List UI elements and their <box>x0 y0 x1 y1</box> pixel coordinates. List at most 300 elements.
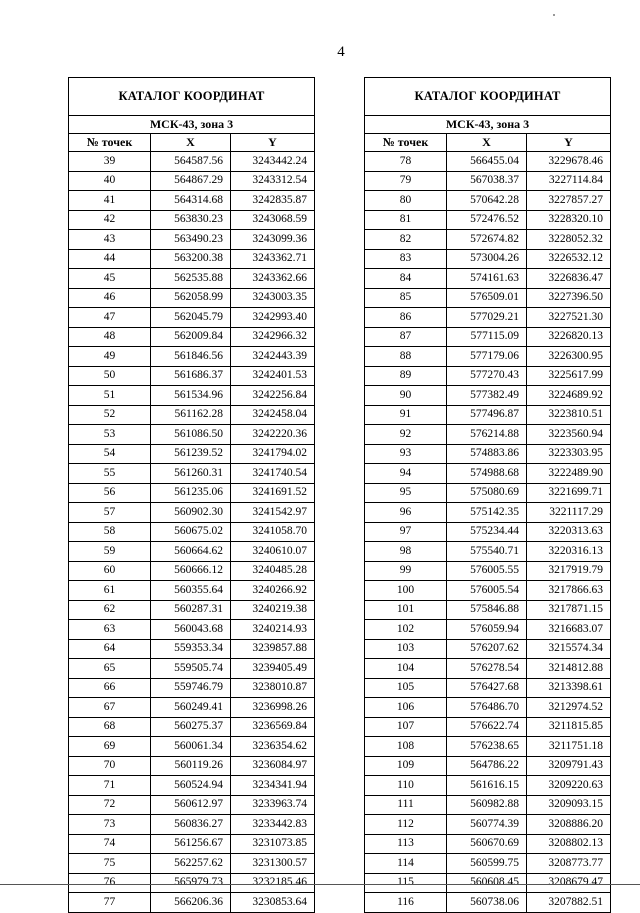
x-coordinate-cell: 576214.88 <box>447 425 527 445</box>
column-header-point-number: № точек <box>365 134 447 152</box>
point-number-cell: 94 <box>365 464 447 484</box>
y-coordinate-cell: 3217871.15 <box>527 600 611 620</box>
point-number-cell: 76 <box>69 873 151 893</box>
point-number-cell: 75 <box>69 854 151 874</box>
x-coordinate-cell: 559746.79 <box>151 678 231 698</box>
point-number-cell: 44 <box>69 249 151 269</box>
y-coordinate-cell: 3226836.47 <box>527 269 611 289</box>
table-row <box>365 561 611 581</box>
point-number-cell: 57 <box>69 503 151 523</box>
y-coordinate-cell: 3243068.59 <box>231 210 315 230</box>
point-number-cell: 92 <box>365 425 447 445</box>
column-header-y: Y <box>231 134 315 152</box>
point-number-cell: 72 <box>69 795 151 815</box>
table-row <box>69 347 315 367</box>
point-number-cell: 77 <box>69 893 151 913</box>
y-coordinate-cell: 3242458.04 <box>231 405 315 425</box>
table-row <box>69 269 315 289</box>
x-coordinate-cell: 564314.68 <box>151 191 231 211</box>
y-coordinate-cell: 3239405.49 <box>231 659 315 679</box>
table-row <box>365 522 611 542</box>
table-row <box>69 678 315 698</box>
table-row <box>365 795 611 815</box>
x-coordinate-cell: 575080.69 <box>447 483 527 503</box>
table-row <box>365 542 611 562</box>
table-row <box>365 347 611 367</box>
x-coordinate-cell: 560608.45 <box>447 873 527 893</box>
table-row <box>365 483 611 503</box>
x-coordinate-cell: 577029.21 <box>447 308 527 328</box>
y-coordinate-cell: 3241740.54 <box>231 464 315 484</box>
table-row <box>365 308 611 328</box>
x-coordinate-cell: 563200.38 <box>151 249 231 269</box>
x-coordinate-cell: 560061.34 <box>151 737 231 757</box>
point-number-cell: 54 <box>69 444 151 464</box>
point-number-cell: 98 <box>365 542 447 562</box>
x-coordinate-cell: 566206.36 <box>151 893 231 913</box>
table-row <box>365 230 611 250</box>
table-row <box>365 444 611 464</box>
point-number-cell: 49 <box>69 347 151 367</box>
y-coordinate-cell: 3236998.26 <box>231 698 315 718</box>
table-row <box>69 444 315 464</box>
x-coordinate-cell: 576486.70 <box>447 698 527 718</box>
x-coordinate-cell: 561239.52 <box>151 444 231 464</box>
point-number-cell: 91 <box>365 405 447 425</box>
x-coordinate-cell: 561256.67 <box>151 834 231 854</box>
x-coordinate-cell: 561235.06 <box>151 483 231 503</box>
point-number-cell: 106 <box>365 698 447 718</box>
table-row <box>69 737 315 757</box>
y-coordinate-cell: 3220313.63 <box>527 522 611 542</box>
y-coordinate-cell: 3243099.36 <box>231 230 315 250</box>
point-number-cell: 87 <box>365 327 447 347</box>
x-coordinate-cell: 572476.52 <box>447 210 527 230</box>
y-coordinate-cell: 3208802.13 <box>527 834 611 854</box>
y-coordinate-cell: 3220316.13 <box>527 542 611 562</box>
x-coordinate-cell: 575846.88 <box>447 600 527 620</box>
y-coordinate-cell: 3230853.64 <box>231 893 315 913</box>
table-row <box>69 191 315 211</box>
point-number-cell: 103 <box>365 639 447 659</box>
column-header-point-number: № точек <box>69 134 151 152</box>
y-coordinate-cell: 3207882.51 <box>527 893 611 913</box>
point-number-cell: 64 <box>69 639 151 659</box>
y-coordinate-cell: 3223303.95 <box>527 444 611 464</box>
table-row <box>365 659 611 679</box>
point-number-cell: 40 <box>69 171 151 191</box>
x-coordinate-cell: 576005.54 <box>447 581 527 601</box>
x-coordinate-cell: 577179.06 <box>447 347 527 367</box>
y-coordinate-cell: 3227857.27 <box>527 191 611 211</box>
y-coordinate-cell: 3216683.07 <box>527 620 611 640</box>
column-header-x: X <box>151 134 231 152</box>
table-row <box>69 464 315 484</box>
point-number-cell: 86 <box>365 308 447 328</box>
table-row <box>69 659 315 679</box>
y-coordinate-cell: 3240266.92 <box>231 581 315 601</box>
table-row <box>365 288 611 308</box>
point-number-cell: 101 <box>365 600 447 620</box>
y-coordinate-cell: 3221117.29 <box>527 503 611 523</box>
table-row <box>365 581 611 601</box>
point-number-cell: 104 <box>365 659 447 679</box>
y-coordinate-cell: 3240485.28 <box>231 561 315 581</box>
table-row <box>69 366 315 386</box>
y-coordinate-cell: 3242993.40 <box>231 308 315 328</box>
table-row <box>365 152 611 172</box>
point-number-cell: 73 <box>69 815 151 835</box>
table-row <box>69 542 315 562</box>
point-number-cell: 89 <box>365 366 447 386</box>
table-row <box>69 620 315 640</box>
x-coordinate-cell: 560249.41 <box>151 698 231 718</box>
y-coordinate-cell: 3233963.74 <box>231 795 315 815</box>
point-number-cell: 50 <box>69 366 151 386</box>
x-coordinate-cell: 565979.73 <box>151 873 231 893</box>
table-row <box>69 717 315 737</box>
table-row <box>365 756 611 776</box>
x-coordinate-cell: 576207.62 <box>447 639 527 659</box>
coordinate-catalog-left <box>68 77 315 913</box>
table-row <box>365 815 611 835</box>
y-coordinate-cell: 3233442.83 <box>231 815 315 835</box>
y-coordinate-cell: 3223810.51 <box>527 405 611 425</box>
x-coordinate-cell: 561686.37 <box>151 366 231 386</box>
x-coordinate-cell: 562045.79 <box>151 308 231 328</box>
table-row <box>69 698 315 718</box>
x-coordinate-cell: 560119.26 <box>151 756 231 776</box>
point-number-cell: 82 <box>365 230 447 250</box>
table-row <box>365 620 611 640</box>
table-row <box>365 698 611 718</box>
y-coordinate-cell: 3211751.18 <box>527 737 611 757</box>
x-coordinate-cell: 560524.94 <box>151 776 231 796</box>
table-row <box>365 893 611 913</box>
y-coordinate-cell: 3243312.54 <box>231 171 315 191</box>
point-number-cell: 110 <box>365 776 447 796</box>
table-row <box>365 717 611 737</box>
y-coordinate-cell: 3236354.62 <box>231 737 315 757</box>
table-row <box>365 873 611 893</box>
y-coordinate-cell: 3225617.99 <box>527 366 611 386</box>
table-row <box>365 503 611 523</box>
point-number-cell: 53 <box>69 425 151 445</box>
point-number-cell: 46 <box>69 288 151 308</box>
y-coordinate-cell: 3241691.52 <box>231 483 315 503</box>
table-row <box>69 834 315 854</box>
x-coordinate-cell: 576509.01 <box>447 288 527 308</box>
point-number-cell: 99 <box>365 561 447 581</box>
table-row <box>69 405 315 425</box>
y-coordinate-cell: 3240610.07 <box>231 542 315 562</box>
y-coordinate-cell: 3229678.46 <box>527 152 611 172</box>
point-number-cell: 48 <box>69 327 151 347</box>
x-coordinate-cell: 577382.49 <box>447 386 527 406</box>
x-coordinate-cell: 561260.31 <box>151 464 231 484</box>
y-coordinate-cell: 3240214.93 <box>231 620 315 640</box>
table-row <box>69 327 315 347</box>
y-coordinate-cell: 3209220.63 <box>527 776 611 796</box>
y-coordinate-cell: 3242443.39 <box>231 347 315 367</box>
y-coordinate-cell: 3242966.32 <box>231 327 315 347</box>
x-coordinate-cell: 562257.62 <box>151 854 231 874</box>
y-coordinate-cell: 3215574.34 <box>527 639 611 659</box>
page-bottom-rule <box>0 884 640 885</box>
y-coordinate-cell: 3209791.43 <box>527 756 611 776</box>
point-number-cell: 78 <box>365 152 447 172</box>
x-coordinate-cell: 559353.34 <box>151 639 231 659</box>
point-number-cell: 63 <box>69 620 151 640</box>
point-number-cell: 102 <box>365 620 447 640</box>
y-coordinate-cell: 3242835.87 <box>231 191 315 211</box>
point-number-cell: 113 <box>365 834 447 854</box>
x-coordinate-cell: 576059.94 <box>447 620 527 640</box>
x-coordinate-cell: 575234.44 <box>447 522 527 542</box>
table-row <box>69 171 315 191</box>
x-coordinate-cell: 575142.35 <box>447 503 527 523</box>
x-coordinate-cell: 560675.02 <box>151 522 231 542</box>
y-coordinate-cell: 3243442.24 <box>231 152 315 172</box>
x-coordinate-cell: 577270.43 <box>447 366 527 386</box>
x-coordinate-cell: 560774.39 <box>447 815 527 835</box>
point-number-cell: 97 <box>365 522 447 542</box>
table-row <box>69 522 315 542</box>
x-coordinate-cell: 561162.28 <box>151 405 231 425</box>
point-number-cell: 58 <box>69 522 151 542</box>
column-header-y: Y <box>527 134 611 152</box>
y-coordinate-cell: 3243003.35 <box>231 288 315 308</box>
x-coordinate-cell: 561616.15 <box>447 776 527 796</box>
point-number-cell: 100 <box>365 581 447 601</box>
y-coordinate-cell: 3217866.63 <box>527 581 611 601</box>
coordinate-system-label: МСК-43, зона 3 <box>69 116 315 134</box>
y-coordinate-cell: 3226820.13 <box>527 327 611 347</box>
y-coordinate-cell: 3208679.47 <box>527 873 611 893</box>
x-coordinate-cell: 563490.23 <box>151 230 231 250</box>
x-coordinate-cell: 560670.69 <box>447 834 527 854</box>
point-number-cell: 114 <box>365 854 447 874</box>
y-coordinate-cell: 3217919.79 <box>527 561 611 581</box>
y-coordinate-cell: 3239857.88 <box>231 639 315 659</box>
point-number-cell: 66 <box>69 678 151 698</box>
point-number-cell: 39 <box>69 152 151 172</box>
x-coordinate-cell: 562058.99 <box>151 288 231 308</box>
x-coordinate-cell: 560275.37 <box>151 717 231 737</box>
x-coordinate-cell: 577115.09 <box>447 327 527 347</box>
point-number-cell: 41 <box>69 191 151 211</box>
point-number-cell: 68 <box>69 717 151 737</box>
y-coordinate-cell: 3241542.97 <box>231 503 315 523</box>
x-coordinate-cell: 560902.30 <box>151 503 231 523</box>
table-row <box>365 327 611 347</box>
table-row <box>365 425 611 445</box>
point-number-cell: 61 <box>69 581 151 601</box>
x-coordinate-cell: 573004.26 <box>447 249 527 269</box>
y-coordinate-cell: 3226300.95 <box>527 347 611 367</box>
x-coordinate-cell: 570642.28 <box>447 191 527 211</box>
point-number-cell: 111 <box>365 795 447 815</box>
y-coordinate-cell: 3209093.15 <box>527 795 611 815</box>
y-coordinate-cell: 3232185.46 <box>231 873 315 893</box>
x-coordinate-cell: 577496.87 <box>447 405 527 425</box>
x-coordinate-cell: 566455.04 <box>447 152 527 172</box>
table-row <box>365 249 611 269</box>
table-row <box>69 288 315 308</box>
table-row <box>69 873 315 893</box>
table-row <box>365 639 611 659</box>
x-coordinate-cell: 560836.27 <box>151 815 231 835</box>
y-coordinate-cell: 3241058.70 <box>231 522 315 542</box>
point-number-cell: 108 <box>365 737 447 757</box>
table-row <box>69 386 315 406</box>
x-coordinate-cell: 561086.50 <box>151 425 231 445</box>
point-number-cell: 70 <box>69 756 151 776</box>
x-coordinate-cell: 567038.37 <box>447 171 527 191</box>
table-row <box>69 639 315 659</box>
y-coordinate-cell: 3241794.02 <box>231 444 315 464</box>
point-number-cell: 112 <box>365 815 447 835</box>
x-coordinate-cell: 576238.65 <box>447 737 527 757</box>
y-coordinate-cell: 3227114.84 <box>527 171 611 191</box>
table-row <box>365 171 611 191</box>
y-coordinate-cell: 3228052.32 <box>527 230 611 250</box>
point-number-cell: 80 <box>365 191 447 211</box>
x-coordinate-cell: 560982.88 <box>447 795 527 815</box>
point-number-cell: 83 <box>365 249 447 269</box>
y-coordinate-cell: 3242401.53 <box>231 366 315 386</box>
x-coordinate-cell: 561846.56 <box>151 347 231 367</box>
scan-speck <box>553 14 555 16</box>
y-coordinate-cell: 3221699.71 <box>527 483 611 503</box>
y-coordinate-cell: 3214812.88 <box>527 659 611 679</box>
y-coordinate-cell: 3242220.36 <box>231 425 315 445</box>
point-number-cell: 56 <box>69 483 151 503</box>
x-coordinate-cell: 574161.63 <box>447 269 527 289</box>
point-number-cell: 60 <box>69 561 151 581</box>
point-number-cell: 69 <box>69 737 151 757</box>
point-number-cell: 105 <box>365 678 447 698</box>
y-coordinate-cell: 3243362.71 <box>231 249 315 269</box>
x-coordinate-cell: 562009.84 <box>151 327 231 347</box>
table-row <box>365 405 611 425</box>
x-coordinate-cell: 560738.06 <box>447 893 527 913</box>
x-coordinate-cell: 564587.56 <box>151 152 231 172</box>
point-number-cell: 51 <box>69 386 151 406</box>
y-coordinate-cell: 3227521.30 <box>527 308 611 328</box>
y-coordinate-cell: 3227396.50 <box>527 288 611 308</box>
point-number-cell: 81 <box>365 210 447 230</box>
x-coordinate-cell: 559505.74 <box>151 659 231 679</box>
table-row <box>69 425 315 445</box>
x-coordinate-cell: 572674.82 <box>447 230 527 250</box>
table-row <box>69 230 315 250</box>
x-coordinate-cell: 560666.12 <box>151 561 231 581</box>
point-number-cell: 47 <box>69 308 151 328</box>
table-body <box>365 152 611 913</box>
catalog-title: КАТАЛОГ КООРДИНАТ <box>365 78 611 116</box>
y-coordinate-cell: 3240219.38 <box>231 600 315 620</box>
x-coordinate-cell: 560599.75 <box>447 854 527 874</box>
x-coordinate-cell: 562535.88 <box>151 269 231 289</box>
table-row <box>69 815 315 835</box>
x-coordinate-cell: 576622.74 <box>447 717 527 737</box>
table-row <box>69 308 315 328</box>
point-number-cell: 43 <box>69 230 151 250</box>
x-coordinate-cell: 563830.23 <box>151 210 231 230</box>
y-coordinate-cell: 3231073.85 <box>231 834 315 854</box>
table-row <box>69 600 315 620</box>
y-coordinate-cell: 3243362.66 <box>231 269 315 289</box>
table-row <box>69 581 315 601</box>
table-row <box>365 269 611 289</box>
x-coordinate-cell: 560664.62 <box>151 542 231 562</box>
table-row <box>69 561 315 581</box>
y-coordinate-cell: 3224689.92 <box>527 386 611 406</box>
y-coordinate-cell: 3212974.52 <box>527 698 611 718</box>
point-number-cell: 107 <box>365 717 447 737</box>
point-number-cell: 93 <box>365 444 447 464</box>
table-row <box>69 503 315 523</box>
x-coordinate-cell: 564786.22 <box>447 756 527 776</box>
table-row <box>69 795 315 815</box>
y-coordinate-cell: 3231300.57 <box>231 854 315 874</box>
point-number-cell: 90 <box>365 386 447 406</box>
x-coordinate-cell: 574988.68 <box>447 464 527 484</box>
y-coordinate-cell: 3234341.94 <box>231 776 315 796</box>
catalog-title: КАТАЛОГ КООРДИНАТ <box>69 78 315 116</box>
point-number-cell: 67 <box>69 698 151 718</box>
point-number-cell: 116 <box>365 893 447 913</box>
y-coordinate-cell: 3208886.20 <box>527 815 611 835</box>
x-coordinate-cell: 575540.71 <box>447 542 527 562</box>
column-header-x: X <box>447 134 527 152</box>
point-number-cell: 59 <box>69 542 151 562</box>
y-coordinate-cell: 3236084.97 <box>231 756 315 776</box>
table-row <box>365 678 611 698</box>
table-row <box>365 854 611 874</box>
table-row <box>365 366 611 386</box>
y-coordinate-cell: 3242256.84 <box>231 386 315 406</box>
y-coordinate-cell: 3208773.77 <box>527 854 611 874</box>
table-body <box>69 152 315 913</box>
point-number-cell: 115 <box>365 873 447 893</box>
x-coordinate-cell: 564867.29 <box>151 171 231 191</box>
page-number: 4 <box>337 44 345 60</box>
y-coordinate-cell: 3236569.84 <box>231 717 315 737</box>
point-number-cell: 71 <box>69 776 151 796</box>
table-row <box>69 893 315 913</box>
table-row <box>365 737 611 757</box>
table-row <box>69 249 315 269</box>
table-row <box>365 600 611 620</box>
table-row <box>365 834 611 854</box>
table-row <box>365 464 611 484</box>
point-number-cell: 74 <box>69 834 151 854</box>
table-row <box>365 776 611 796</box>
x-coordinate-cell: 576427.68 <box>447 678 527 698</box>
table-row <box>69 152 315 172</box>
table-row <box>69 483 315 503</box>
table-row <box>69 210 315 230</box>
y-coordinate-cell: 3222489.90 <box>527 464 611 484</box>
point-number-cell: 42 <box>69 210 151 230</box>
y-coordinate-cell: 3213398.61 <box>527 678 611 698</box>
table-row <box>69 756 315 776</box>
x-coordinate-cell: 560612.97 <box>151 795 231 815</box>
point-number-cell: 79 <box>365 171 447 191</box>
point-number-cell: 84 <box>365 269 447 289</box>
